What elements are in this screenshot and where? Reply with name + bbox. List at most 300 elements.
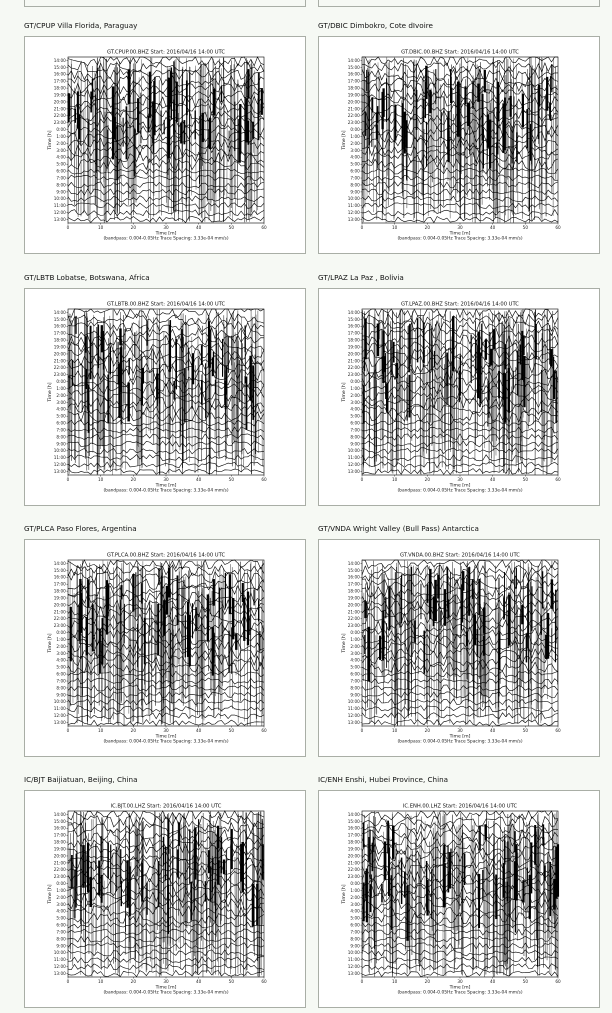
y-tick-label: 6:00 — [350, 671, 360, 677]
y-tick-label: 19:00 — [53, 846, 66, 852]
y-tick-label: 19:00 — [53, 344, 66, 350]
y-tick-label: 1:00 — [56, 636, 66, 642]
y-tick-label: 0:00 — [350, 630, 360, 636]
y-tick-label: 13:00 — [347, 970, 360, 976]
chart-title: GT.VNDA.00.BHZ Start: 2016/04/16 14:00 UTC — [400, 552, 520, 559]
y-tick-label: 18:00 — [347, 337, 360, 343]
y-tick-label: 2:00 — [56, 894, 66, 900]
y-tick-label: 15:00 — [53, 567, 66, 573]
x-axis-label: Time [m] — [449, 985, 471, 991]
y-tick-label: 4:00 — [350, 154, 360, 160]
y-tick-label: 22:00 — [53, 616, 66, 622]
previous-frame-bottom-left — [24, 0, 306, 7]
helicorder-chart — [25, 791, 305, 1007]
previous-frame-bottom-right — [318, 0, 600, 7]
y-tick-label: 19:00 — [347, 344, 360, 350]
y-tick-label: 20:00 — [53, 351, 66, 357]
y-tick-label: 22:00 — [347, 616, 360, 622]
y-tick-label: 6:00 — [56, 168, 66, 174]
x-tick-label: 40 — [489, 728, 496, 733]
y-tick-label: 3:00 — [350, 399, 360, 405]
y-tick-label: 7:00 — [350, 678, 360, 684]
y-tick-label: 1:00 — [56, 887, 66, 893]
y-tick-label: 0:00 — [56, 630, 66, 636]
y-tick-label: 9:00 — [350, 943, 360, 949]
x-tick-label: 20 — [130, 225, 137, 230]
bandpass-caption: (bandpass: 0.004-0.05Hz Trace Spacing: 3.33e-04 mm/s) — [397, 488, 523, 494]
station-heading: GT/PLCA Paso Flores, Argentina — [24, 524, 137, 533]
helicorder-chart — [319, 37, 599, 253]
y-tick-label: 17:00 — [53, 832, 66, 838]
y-tick-label: 16:00 — [347, 71, 360, 77]
y-tick-label: 2:00 — [56, 392, 66, 398]
x-tick-label: 0 — [360, 477, 364, 482]
y-tick-label: 1:00 — [350, 133, 360, 139]
y-tick-label: 17:00 — [53, 330, 66, 336]
y-tick-label: 17:00 — [347, 330, 360, 336]
x-tick-label: 40 — [195, 225, 202, 230]
y-tick-label: 18:00 — [347, 85, 360, 91]
y-tick-label: 4:00 — [56, 657, 66, 663]
x-tick-label: 50 — [522, 979, 529, 984]
x-tick-label: 30 — [163, 225, 169, 230]
y-tick-label: 1:00 — [350, 636, 360, 642]
y-tick-label: 3:00 — [56, 147, 66, 153]
y-tick-label: 23:00 — [347, 874, 360, 880]
y-tick-label: 3:00 — [350, 650, 360, 656]
x-tick-label: 20 — [424, 979, 431, 984]
x-tick-label: 60 — [261, 225, 267, 230]
y-tick-label: 4:00 — [56, 154, 66, 160]
y-tick-label: 2:00 — [350, 392, 360, 398]
y-tick-label: 21:00 — [347, 106, 360, 112]
y-tick-label: 10:00 — [53, 196, 66, 202]
y-tick-label: 19:00 — [53, 595, 66, 601]
y-tick-label: 7:00 — [56, 678, 66, 684]
y-tick-label: 22:00 — [53, 113, 66, 119]
y-tick-label: 7:00 — [56, 427, 66, 433]
y-axis-label: Time [h] — [342, 130, 347, 150]
y-tick-label: 16:00 — [53, 825, 66, 831]
y-tick-label: 12:00 — [347, 713, 360, 719]
y-tick-label: 8:00 — [56, 685, 66, 691]
x-tick-label: 50 — [228, 979, 235, 984]
y-tick-label: 0:00 — [350, 881, 360, 887]
y-tick-label: 21:00 — [53, 860, 66, 866]
station-panel — [318, 272, 602, 506]
x-tick-label: 40 — [489, 477, 496, 482]
y-tick-label: 2:00 — [350, 643, 360, 649]
y-tick-label: 14:00 — [347, 309, 360, 315]
x-tick-label: 50 — [228, 477, 235, 482]
y-tick-label: 6:00 — [56, 922, 66, 928]
y-tick-label: 6:00 — [56, 420, 66, 426]
x-tick-label: 50 — [228, 225, 235, 230]
helicorder-chart — [25, 37, 305, 253]
x-tick-label: 30 — [457, 979, 463, 984]
x-tick-label: 0 — [66, 979, 70, 984]
x-tick-label: 30 — [163, 477, 169, 482]
x-tick-label: 60 — [261, 979, 267, 984]
y-tick-label: 11:00 — [347, 455, 360, 461]
y-tick-label: 19:00 — [347, 92, 360, 98]
chart-title: GT.LBTB.00.BHZ Start: 2016/04/16 14:00 UTC — [106, 301, 226, 308]
y-tick-label: 13:00 — [347, 468, 360, 474]
y-axis-label: Time [h] — [342, 884, 347, 904]
y-tick-label: 13:00 — [53, 468, 66, 474]
x-tick-label: 60 — [261, 728, 267, 733]
y-tick-label: 17:00 — [347, 78, 360, 84]
y-tick-label: 22:00 — [347, 113, 360, 119]
bandpass-caption: (bandpass: 0.004-0.05Hz Trace Spacing: 3.33e-04 mm/s) — [397, 990, 523, 996]
y-tick-label: 0:00 — [350, 127, 360, 133]
y-tick-label: 18:00 — [53, 588, 66, 594]
x-axis-label: Time [m] — [155, 483, 177, 489]
y-tick-label: 2:00 — [350, 140, 360, 146]
bandpass-caption: (bandpass: 0.004-0.05Hz Trace Spacing: 3.33e-04 mm/s) — [103, 488, 229, 494]
station-panel — [318, 774, 602, 1008]
y-tick-label: 5:00 — [56, 161, 66, 167]
y-tick-label: 8:00 — [350, 685, 360, 691]
y-tick-label: 8:00 — [350, 434, 360, 440]
y-tick-label: 4:00 — [350, 908, 360, 914]
y-tick-label: 18:00 — [53, 337, 66, 343]
y-tick-label: 12:00 — [347, 964, 360, 970]
y-tick-label: 14:00 — [53, 57, 66, 63]
y-tick-label: 8:00 — [350, 182, 360, 188]
y-tick-label: 7:00 — [350, 427, 360, 433]
y-tick-label: 20:00 — [53, 602, 66, 608]
y-tick-label: 0:00 — [56, 881, 66, 887]
y-tick-label: 16:00 — [347, 323, 360, 329]
y-tick-label: 8:00 — [350, 936, 360, 942]
x-tick-label: 0 — [66, 728, 70, 733]
helicorder-chart — [319, 540, 599, 756]
y-tick-label: 12:00 — [53, 713, 66, 719]
x-tick-label: 50 — [522, 225, 529, 230]
station-panel — [24, 774, 308, 1008]
y-tick-label: 13:00 — [53, 216, 66, 222]
station-heading: GT/LBTB Lobatse, Botswana, Africa — [24, 273, 150, 282]
y-tick-label: 9:00 — [56, 943, 66, 949]
chart-title: GT.PLCA.00.BHZ Start: 2016/04/16 14:00 UTC — [106, 552, 226, 559]
x-tick-label: 0 — [66, 225, 70, 230]
y-tick-label: 11:00 — [347, 203, 360, 209]
y-axis-label: Time [h] — [342, 382, 347, 402]
chart-title: GT.CPUP.00.BHZ Start: 2016/04/16 14:00 UTC — [107, 49, 225, 56]
trace-area — [362, 560, 558, 726]
x-tick-label: 40 — [489, 979, 496, 984]
y-tick-label: 14:00 — [53, 309, 66, 315]
trace-area — [68, 57, 264, 223]
y-tick-label: 4:00 — [350, 406, 360, 412]
x-tick-label: 0 — [360, 728, 364, 733]
x-tick-label: 40 — [195, 477, 202, 482]
bandpass-caption: (bandpass: 0.004-0.05Hz Trace Spacing: 3.33e-04 mm/s) — [397, 236, 523, 242]
x-axis-label: Time [m] — [449, 734, 471, 740]
x-tick-label: 40 — [195, 728, 202, 733]
x-tick-label: 10 — [391, 979, 398, 984]
y-tick-label: 16:00 — [53, 574, 66, 580]
y-tick-label: 9:00 — [56, 441, 66, 447]
y-tick-label: 4:00 — [56, 908, 66, 914]
y-tick-label: 1:00 — [56, 385, 66, 391]
y-tick-label: 9:00 — [350, 441, 360, 447]
station-panel — [318, 20, 602, 254]
y-tick-label: 7:00 — [56, 175, 66, 181]
y-tick-label: 8:00 — [56, 434, 66, 440]
y-tick-label: 21:00 — [347, 860, 360, 866]
y-tick-label: 21:00 — [347, 358, 360, 364]
station-heading: GT/VNDA Wright Valley (Bull Pass) Antarctica — [318, 524, 479, 533]
y-tick-label: 23:00 — [53, 874, 66, 880]
y-tick-label: 12:00 — [53, 210, 66, 216]
x-tick-label: 0 — [66, 477, 70, 482]
y-axis-label: Time [h] — [48, 382, 53, 402]
station-heading: GT/CPUP Villa Florida, Paraguay — [24, 21, 138, 30]
x-axis-label: Time [m] — [155, 985, 177, 991]
y-tick-label: 21:00 — [53, 106, 66, 112]
x-tick-label: 20 — [424, 225, 431, 230]
x-tick-label: 0 — [360, 225, 364, 230]
y-tick-label: 20:00 — [347, 602, 360, 608]
bandpass-caption: (bandpass: 0.004-0.05Hz Trace Spacing: 3.33e-04 mm/s) — [103, 236, 229, 242]
trace-area — [362, 811, 558, 977]
y-tick-label: 4:00 — [350, 657, 360, 663]
y-tick-label: 15:00 — [347, 567, 360, 573]
y-tick-label: 21:00 — [53, 358, 66, 364]
y-tick-label: 3:00 — [56, 901, 66, 907]
y-tick-label: 5:00 — [56, 915, 66, 921]
y-tick-label: 13:00 — [347, 719, 360, 725]
y-tick-label: 4:00 — [56, 406, 66, 412]
x-tick-label: 10 — [97, 225, 104, 230]
y-tick-label: 7:00 — [56, 929, 66, 935]
x-axis-label: Time [m] — [449, 483, 471, 489]
y-tick-label: 10:00 — [347, 196, 360, 202]
y-tick-label: 17:00 — [53, 581, 66, 587]
station-heading: IC/BJT Baijiatuan, Beijing, China — [24, 775, 138, 784]
y-tick-label: 15:00 — [53, 64, 66, 70]
y-tick-label: 20:00 — [53, 853, 66, 859]
trace-area — [362, 57, 558, 223]
y-tick-label: 16:00 — [347, 825, 360, 831]
y-tick-label: 7:00 — [350, 929, 360, 935]
trace-area — [68, 309, 264, 475]
y-tick-label: 15:00 — [347, 818, 360, 824]
station-heading: GT/LPAZ La Paz , Bolivia — [318, 273, 404, 282]
y-tick-label: 14:00 — [347, 57, 360, 63]
y-tick-label: 18:00 — [53, 85, 66, 91]
y-tick-label: 23:00 — [347, 120, 360, 126]
x-tick-label: 50 — [522, 477, 529, 482]
y-tick-label: 6:00 — [56, 671, 66, 677]
x-tick-label: 10 — [97, 728, 104, 733]
y-tick-label: 9:00 — [56, 692, 66, 698]
x-tick-label: 60 — [555, 979, 561, 984]
y-tick-label: 18:00 — [53, 839, 66, 845]
chart-title: GT.DBIC.00.BHZ Start: 2016/04/16 14:00 UTC — [401, 49, 519, 56]
y-tick-label: 13:00 — [53, 719, 66, 725]
y-tick-label: 16:00 — [347, 574, 360, 580]
trace-area — [362, 309, 558, 475]
y-tick-label: 20:00 — [347, 351, 360, 357]
y-tick-label: 5:00 — [56, 413, 66, 419]
x-tick-label: 20 — [130, 979, 137, 984]
y-axis-label: Time [h] — [48, 130, 53, 150]
y-tick-label: 22:00 — [347, 867, 360, 873]
y-tick-label: 23:00 — [53, 120, 66, 126]
y-tick-label: 3:00 — [56, 650, 66, 656]
x-tick-label: 20 — [130, 728, 137, 733]
x-axis-label: Time [m] — [449, 231, 471, 237]
y-tick-label: 14:00 — [347, 811, 360, 817]
station-panel — [24, 20, 308, 254]
helicorder-frame — [318, 539, 600, 757]
y-tick-label: 5:00 — [350, 161, 360, 167]
y-tick-label: 14:00 — [53, 560, 66, 566]
y-tick-label: 11:00 — [53, 203, 66, 209]
y-tick-label: 13:00 — [53, 970, 66, 976]
chart-title: IC.BJT.00.LHZ Start: 2016/04/16 14:00 UTC — [110, 803, 222, 810]
x-tick-label: 10 — [391, 225, 398, 230]
trace-area — [68, 560, 264, 726]
y-tick-label: 15:00 — [347, 64, 360, 70]
y-tick-label: 14:00 — [347, 560, 360, 566]
y-tick-label: 10:00 — [53, 448, 66, 454]
y-tick-label: 16:00 — [53, 323, 66, 329]
helicorder-frame — [318, 790, 600, 1008]
y-tick-label: 11:00 — [347, 706, 360, 712]
x-tick-label: 10 — [391, 728, 398, 733]
chart-title: GT.LPAZ.00.BHZ Start: 2016/04/16 14:00 UTC — [401, 301, 519, 308]
helicorder-chart — [319, 289, 599, 505]
y-tick-label: 2:00 — [56, 643, 66, 649]
x-tick-label: 60 — [261, 477, 267, 482]
y-tick-label: 20:00 — [347, 99, 360, 105]
y-axis-label: Time [h] — [48, 884, 53, 904]
y-tick-label: 11:00 — [347, 957, 360, 963]
station-heading: GT/DBIC Dimbokro, Cote dIvoire — [318, 21, 433, 30]
y-tick-label: 10:00 — [347, 950, 360, 956]
y-tick-label: 12:00 — [53, 462, 66, 468]
y-tick-label: 3:00 — [350, 901, 360, 907]
y-tick-label: 6:00 — [350, 168, 360, 174]
y-tick-label: 13:00 — [347, 216, 360, 222]
y-tick-label: 12:00 — [347, 462, 360, 468]
y-tick-label: 10:00 — [347, 699, 360, 705]
y-tick-label: 9:00 — [350, 189, 360, 195]
y-tick-label: 11:00 — [53, 957, 66, 963]
helicorder-frame — [318, 288, 600, 506]
helicorder-frame — [24, 790, 306, 1008]
y-tick-label: 0:00 — [350, 379, 360, 385]
x-tick-label: 30 — [457, 728, 463, 733]
chart-title: IC.ENH.00.LHZ Start: 2016/04/16 14:00 UTC — [402, 803, 518, 810]
y-tick-label: 17:00 — [347, 832, 360, 838]
x-axis-label: Time [m] — [155, 231, 177, 237]
x-tick-label: 60 — [555, 225, 561, 230]
y-tick-label: 20:00 — [347, 853, 360, 859]
y-tick-label: 6:00 — [350, 420, 360, 426]
bandpass-caption: (bandpass: 0.004-0.05Hz Trace Spacing: 3.33e-04 mm/s) — [103, 739, 229, 745]
helicorder-chart — [25, 289, 305, 505]
station-panel — [318, 523, 602, 757]
x-tick-label: 60 — [555, 477, 561, 482]
x-tick-label: 30 — [163, 728, 169, 733]
x-tick-label: 40 — [195, 979, 202, 984]
x-tick-label: 10 — [391, 477, 398, 482]
y-tick-label: 22:00 — [53, 365, 66, 371]
x-tick-label: 30 — [163, 979, 169, 984]
y-tick-label: 5:00 — [350, 915, 360, 921]
y-tick-label: 16:00 — [53, 71, 66, 77]
x-axis-label: Time [m] — [155, 734, 177, 740]
y-tick-label: 6:00 — [350, 922, 360, 928]
y-tick-label: 22:00 — [347, 365, 360, 371]
y-tick-label: 11:00 — [53, 455, 66, 461]
x-tick-label: 60 — [555, 728, 561, 733]
y-tick-label: 19:00 — [347, 595, 360, 601]
y-tick-label: 10:00 — [53, 950, 66, 956]
y-tick-label: 18:00 — [347, 839, 360, 845]
helicorder-chart — [319, 791, 599, 1007]
y-tick-label: 23:00 — [347, 623, 360, 629]
x-tick-label: 50 — [228, 728, 235, 733]
x-tick-label: 10 — [97, 979, 104, 984]
trace-area — [68, 811, 264, 977]
y-tick-label: 22:00 — [53, 867, 66, 873]
station-heading: IC/ENH Enshi, Hubei Province, China — [318, 775, 449, 784]
y-tick-label: 17:00 — [347, 581, 360, 587]
y-tick-label: 12:00 — [53, 964, 66, 970]
y-tick-label: 18:00 — [347, 588, 360, 594]
y-tick-label: 5:00 — [56, 664, 66, 670]
x-tick-label: 0 — [360, 979, 364, 984]
y-tick-label: 5:00 — [350, 664, 360, 670]
y-tick-label: 7:00 — [350, 175, 360, 181]
y-tick-label: 9:00 — [350, 692, 360, 698]
helicorder-frame — [24, 36, 306, 254]
y-tick-label: 23:00 — [347, 372, 360, 378]
y-tick-label: 19:00 — [53, 92, 66, 98]
x-tick-label: 40 — [489, 225, 496, 230]
y-tick-label: 23:00 — [53, 372, 66, 378]
y-tick-label: 0:00 — [56, 379, 66, 385]
y-tick-label: 10:00 — [53, 699, 66, 705]
helicorder-frame — [24, 288, 306, 506]
y-tick-label: 1:00 — [56, 133, 66, 139]
x-tick-label: 20 — [424, 728, 431, 733]
helicorder-chart — [25, 540, 305, 756]
y-tick-label: 17:00 — [53, 78, 66, 84]
y-tick-label: 20:00 — [53, 99, 66, 105]
bandpass-caption: (bandpass: 0.004-0.05Hz Trace Spacing: 3.33e-04 mm/s) — [397, 739, 523, 745]
y-tick-label: 8:00 — [56, 182, 66, 188]
y-tick-label: 8:00 — [56, 936, 66, 942]
x-tick-label: 30 — [457, 477, 463, 482]
y-tick-label: 14:00 — [53, 811, 66, 817]
y-axis-label: Time [h] — [48, 633, 53, 653]
y-tick-label: 23:00 — [53, 623, 66, 629]
y-tick-label: 5:00 — [350, 413, 360, 419]
y-tick-label: 9:00 — [56, 189, 66, 195]
y-tick-label: 15:00 — [53, 316, 66, 322]
station-panel — [24, 523, 308, 757]
y-tick-label: 19:00 — [347, 846, 360, 852]
y-tick-label: 1:00 — [350, 385, 360, 391]
y-tick-label: 0:00 — [56, 127, 66, 133]
